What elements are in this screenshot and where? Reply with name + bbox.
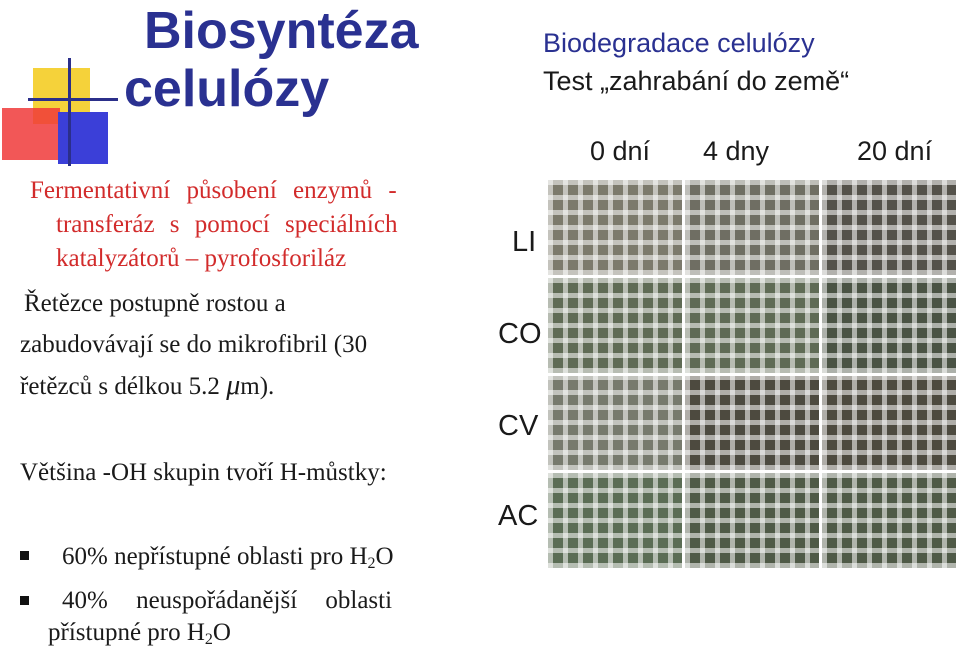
bullet-item-1-b: O xyxy=(375,543,394,570)
fabric-photo xyxy=(548,278,682,373)
fabric-photo xyxy=(822,278,956,373)
fabric-photo xyxy=(822,473,956,568)
bullet-item-1-a: 60% nepřístupné oblasti pro H xyxy=(62,543,368,570)
bullet-item-1 xyxy=(62,536,394,584)
fabric-photo xyxy=(685,278,819,373)
fabric-photo xyxy=(548,180,682,275)
chains-line3-b: m). xyxy=(240,373,275,400)
chains-line2: zabudovávají se do mikrofibril (30 xyxy=(20,331,368,358)
fermentation-line2: transferáz s pomocí speciálních xyxy=(56,211,398,238)
bullet-square-icon xyxy=(20,551,29,560)
column-label-0: 0 dní xyxy=(590,136,651,166)
chains-line3-a: řetězců s délkou 5.2 xyxy=(20,373,227,400)
row-label-2: CV xyxy=(498,410,539,442)
logo-square-blue xyxy=(58,112,108,164)
majority-text: Většina -OH skupin tvoří H-můstky: xyxy=(20,459,387,486)
fermentation-line1: Fermentativní působení enzymů - xyxy=(30,177,397,204)
row-label-1: CO xyxy=(498,318,542,350)
slide-title-line2: celulózy xyxy=(124,60,330,118)
fabric-photo xyxy=(685,180,819,275)
row-label-3: AC xyxy=(498,500,539,532)
chains-text xyxy=(20,283,500,407)
fabric-photo xyxy=(685,473,819,568)
logo-square-red xyxy=(2,108,60,160)
fermentation-text xyxy=(30,174,500,276)
fabric-photo xyxy=(822,180,956,275)
figure-subheading: Test „zahrabání do země“ xyxy=(543,66,850,96)
bullet-square-icon xyxy=(20,596,29,605)
micro-symbol: μ xyxy=(226,370,241,401)
fabric-photo xyxy=(548,473,682,568)
bullet-item-2-cont-sub: 2 xyxy=(204,631,213,648)
row-label-0: LI xyxy=(512,226,537,258)
chains-line3 xyxy=(20,365,500,407)
fabric-photo-grid xyxy=(548,180,956,568)
fermentation-line3: katalyzátorů – pyrofosforiláz xyxy=(56,245,347,272)
column-label-2: 20 dní xyxy=(857,136,933,166)
bullet-item-2-cont-b: O xyxy=(212,619,231,646)
figure-heading: Biodegradace celulózy xyxy=(543,28,815,58)
bullet-item-2-cont-a: přístupné pro H xyxy=(48,619,205,646)
slide-title xyxy=(120,2,480,118)
fabric-photo xyxy=(548,376,682,471)
chains-line1: Řetězce postupně rostou a xyxy=(24,290,286,317)
fabric-photo xyxy=(822,376,956,471)
bullet-item-1-sub: 2 xyxy=(367,555,376,572)
logo-line-horizontal xyxy=(28,98,118,101)
logo-line-vertical xyxy=(68,58,71,166)
fabric-photo xyxy=(685,376,819,471)
bullet-item-2-continuation xyxy=(48,612,231,660)
column-label-1: 4 dny xyxy=(703,136,770,166)
bullet-item-2: 40% neuspořádanější oblasti xyxy=(62,587,393,614)
slide-title-line1: Biosyntéza xyxy=(144,2,419,60)
